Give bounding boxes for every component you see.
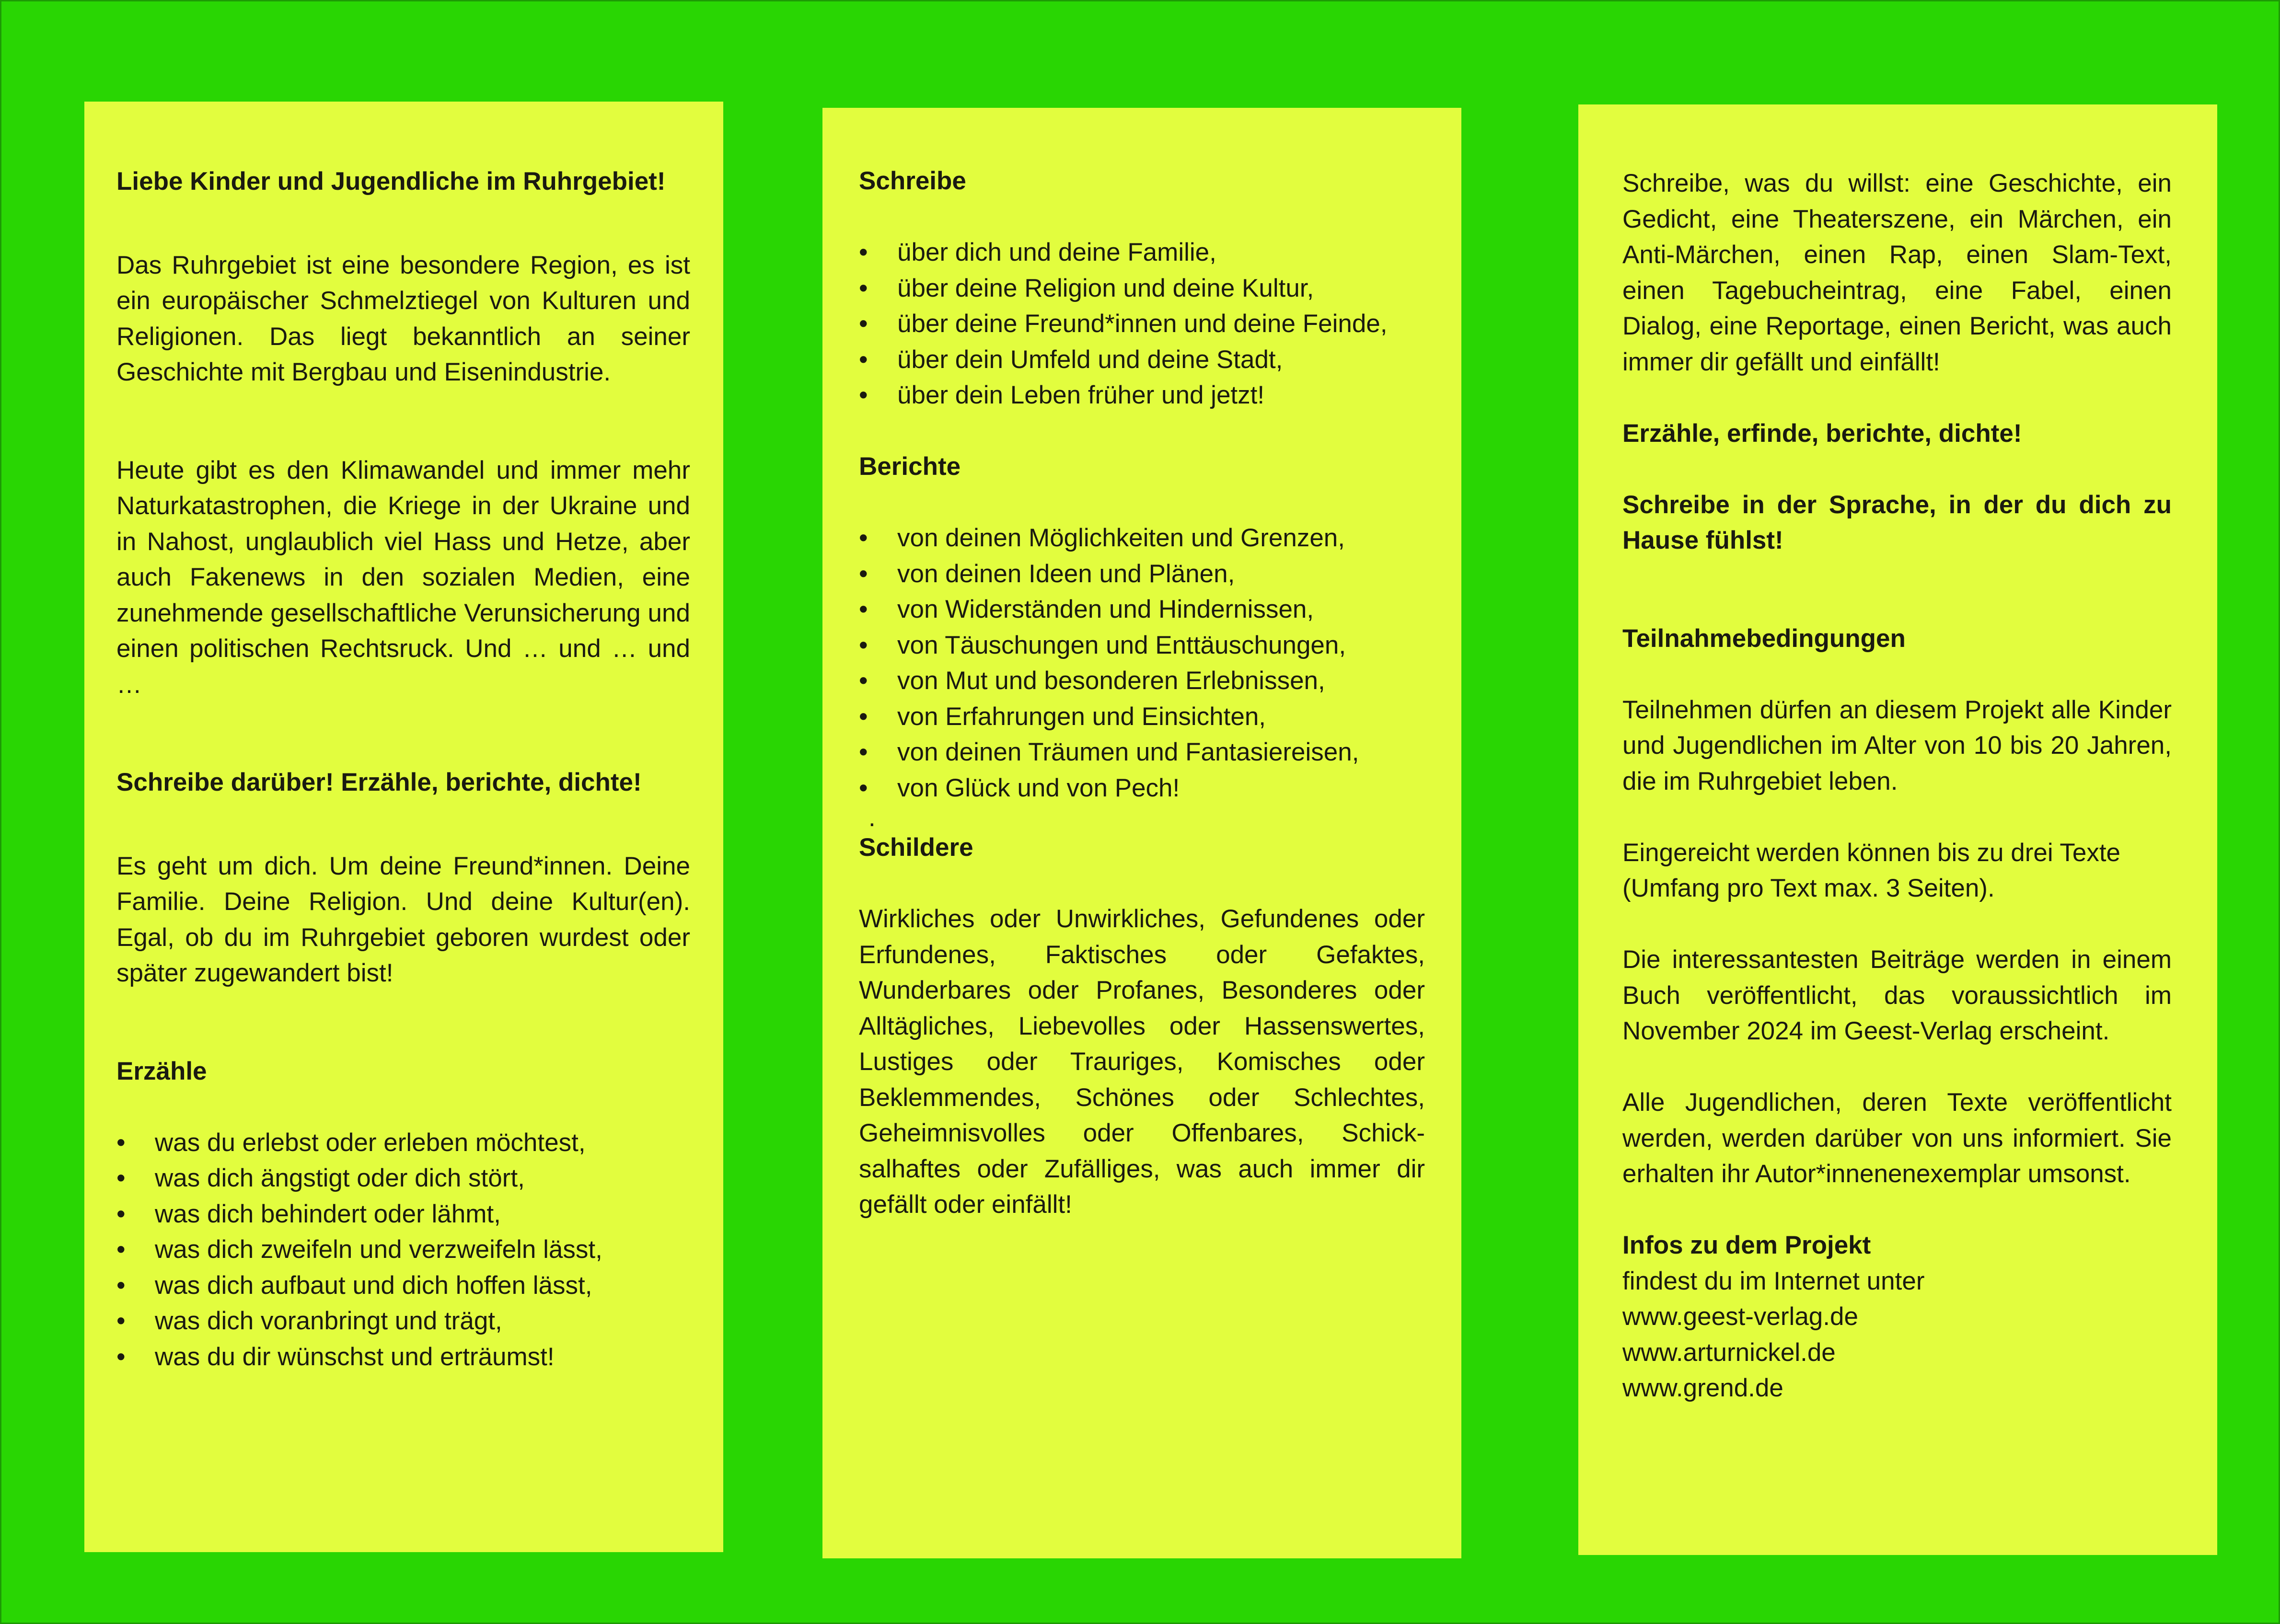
list-item: • von Erfahrungen und Einsichten, <box>859 699 1425 735</box>
list-item: • über deine Freund*innen und deine Feinde, <box>859 306 1425 342</box>
flyer-panel-right <box>1578 104 2217 1555</box>
list-item: • was dich zweifeln und verzweifeln lässt, <box>116 1232 690 1268</box>
list-item: • von Glück und von Pech! <box>859 771 1425 806</box>
info-text: findest du im Internet unter <box>1622 1267 1925 1295</box>
call-to-create: Erzähle, erfinde, berichte, dichte! <box>1622 419 2022 448</box>
stray-dot: . <box>868 804 876 832</box>
publication-paragraph: Die interessantesten Beiträge werden in einem Buch veröffentlicht, das voraussichtlich im November 2024 im Geest-Verlag erscheint. <box>1622 945 2172 1045</box>
report-list <box>859 520 1425 806</box>
list-item: • über dein Leben früher und jetzt! <box>859 378 1425 414</box>
list-item: • was dich behindert oder lähmt, <box>116 1197 690 1232</box>
report-heading: Berichte <box>859 452 961 481</box>
link-grend[interactable]: www.grend.de <box>1622 1374 1783 1402</box>
notification-paragraph: Alle Jugendlichen, deren Texte veröffentlicht werden, werden darüber von uns informiert. Sie erhalten ihr Autor*innenenexemplar umsonst. <box>1622 1088 2172 1188</box>
describe-heading: Schildere <box>859 833 973 862</box>
list-item: • von deinen Träumen und Fantasiereisen, <box>859 735 1425 771</box>
link-arturnickel[interactable]: www.arturnickel.de <box>1622 1338 1836 1367</box>
write-heading: Schreibe <box>859 167 966 195</box>
flyer-panel-middle <box>822 108 1461 1558</box>
about-you-paragraph: Es geht um dich. Um deine Freund*innen. Deine Familie. Deine Religion. Und deine Kultur(en). Egal, ob du im Ruhrgebiet geboren wurdest oder später zugewandert bist! <box>116 852 690 987</box>
call-to-write: Schreibe darüber! Erzähle, berichte, dichte! <box>116 768 642 796</box>
describe-paragraph: Wirkliches oder Unwirkliches, Gefundenes oder Erfundenes, Faktisches oder Gefaktes, Wunderbares oder Profanes, Besonderes oder Alltägliches, Liebevolles oder Hassenswertes, Lustiges oder Trauriges, Komisches oder Beklemmendes, Schönes oder Schlechtes, Geheimnisvolles oder Offenbares, Schicksalhaftes oder Zufälliges, was auch immer dir gefällt oder einfällt! <box>859 905 1425 1219</box>
list-item: • über dein Umfeld und deine Stadt, <box>859 342 1425 378</box>
context-paragraph: Heute gibt es den Klimawandel und immer mehr Naturkatastrophen, die Kriege in der Ukraine und in Nahost, unglaublich viel Hass und Hetze, aber auch Fakenews in den sozialen Medien, eine zunehmende gesellschaftliche Verunsicherung und einen politischen Rechtsruck. Und … und … und … <box>116 456 690 699</box>
write-list <box>859 235 1425 414</box>
info-heading: Infos zu dem Projekt <box>1622 1231 1871 1259</box>
language-note: Schreibe in der Sprache, in der du dich zu Hause fühlst! <box>1622 490 2172 554</box>
formats-paragraph: Schreibe, was du willst: eine Geschichte, ein Gedicht, eine Theaterszene, ein Märchen, ein Anti-Märchen, einen Rap, einen Slam-Text, einen Tagebucheintrag, eine Fabel, einen Dialog, eine Reportage, einen Bericht, was auch immer dir gefällt und einfällt! <box>1622 169 2172 376</box>
list-item: • was du dir wünschst und erträumst! <box>116 1339 690 1375</box>
list-item: • von Mut und besonderen Erlebnissen, <box>859 663 1425 699</box>
list-item: • was du erlebst oder erleben möchtest, <box>116 1125 690 1161</box>
list-item: • über dich und deine Familie, <box>859 235 1425 271</box>
intro-paragraph: Das Ruhrgebiet ist eine besondere Region, es ist ein europäischer Schmelztiegel von Kulturen und Religionen. Das liegt bekanntlich an seiner Geschichte mit Bergbau und Eisenindustrie. <box>116 251 690 386</box>
link-geest-verlag[interactable]: www.geest-verlag.de <box>1622 1302 1858 1331</box>
eligibility-paragraph: Teilnehmen dürfen an diesem Projekt alle Kinder und Jugendlichen im Alter von 10 bis 20 Jahren, die im Ruhrgebiet leben. <box>1622 695 2172 795</box>
list-item: • von Täuschungen und Enttäuschungen, <box>859 628 1425 664</box>
conditions-heading: Teilnahmebedingungen <box>1622 624 1906 653</box>
list-item: • von Widerständen und Hindernissen, <box>859 592 1425 628</box>
tell-list <box>116 1125 690 1375</box>
submission-paragraph: Eingereicht werden können bis zu drei Texte (Umfang pro Text max. 3 Seiten). <box>1622 838 2121 902</box>
list-item: • was dich ängstigt oder dich stört, <box>116 1161 690 1197</box>
flyer-panel-left <box>84 102 723 1552</box>
list-item: • was dich aufbaut und dich hoffen lässt, <box>116 1268 690 1304</box>
list-item: • von deinen Ideen und Plänen, <box>859 556 1425 592</box>
tell-heading: Erzähle <box>116 1057 207 1085</box>
greeting-heading: Liebe Kinder und Jugendliche im Ruhrgebiet! <box>116 167 666 196</box>
list-item: • von deinen Möglichkeiten und Grenzen, <box>859 520 1425 556</box>
list-item: • über deine Religion und deine Kultur, <box>859 271 1425 307</box>
list-item: • was dich voranbringt und trägt, <box>116 1303 690 1339</box>
